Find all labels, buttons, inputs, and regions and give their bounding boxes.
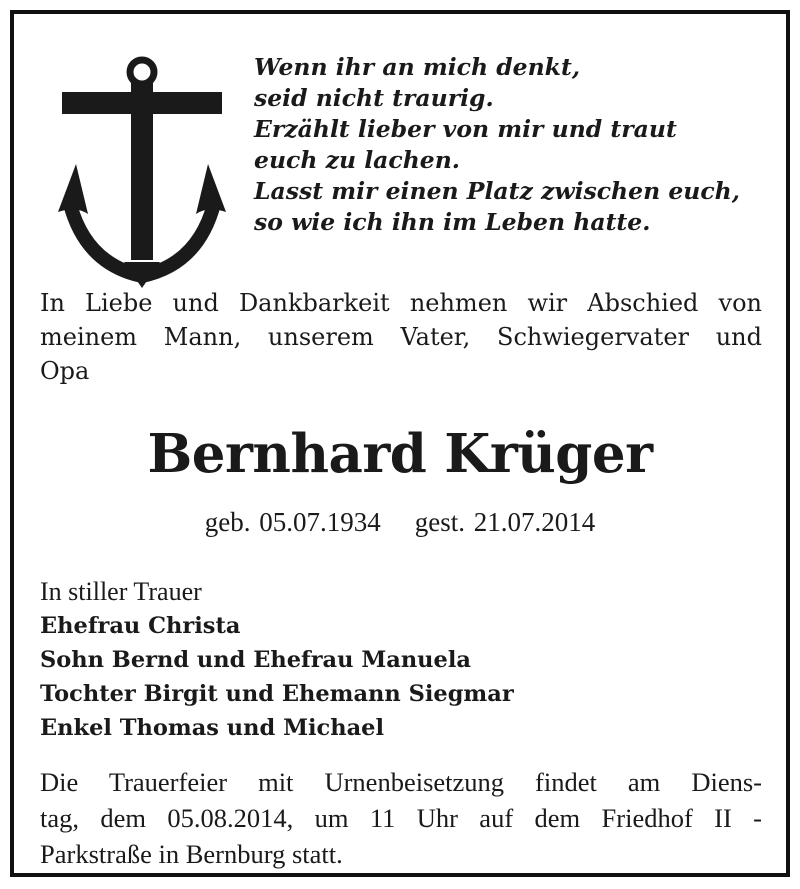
- notice-line: Die Trauerfeier mit Urnenbeisetzung findet am Diens-: [40, 767, 762, 797]
- mourners-list: [40, 575, 770, 745]
- obituary-frame: [10, 10, 790, 877]
- mourner-entry: Ehefrau Christa: [40, 613, 241, 639]
- funeral-notice: [40, 764, 762, 872]
- poem-line: Lasst mir einen Platz zwischen euch,: [254, 177, 740, 205]
- notice-line: Parkstraße in Bernburg statt.: [40, 839, 343, 869]
- anchor-icon: [58, 56, 226, 288]
- poem: [254, 52, 774, 238]
- birth-date: geb. 05.07.1934: [204, 507, 381, 537]
- life-dates: [14, 504, 786, 540]
- poem-line: euch zu lachen.: [254, 146, 460, 174]
- intro-text: [40, 286, 762, 388]
- poem-line: seid nicht traurig.: [254, 84, 494, 112]
- intro-line: meinem Mann, unserem Vater, Schwiegervater und: [40, 323, 762, 351]
- death-date: gest. 21.07.2014: [414, 507, 596, 537]
- mourner-entry: Tochter Birgit und Ehemann Siegmar: [40, 681, 514, 707]
- poem-line: so wie ich ihn im Leben hatte.: [254, 208, 651, 236]
- deceased-name: Bernhard Krüger: [147, 423, 653, 485]
- notice-line: tag, dem 05.08.2014, um 11 Uhr auf dem Friedhof II -: [40, 803, 762, 833]
- poem-line: Wenn ihr an mich denkt,: [254, 53, 581, 81]
- mourners-lead: In stiller Trauer: [40, 577, 202, 606]
- intro-line: In Liebe und Dankbarkeit nehmen wir Abschied von: [40, 289, 762, 317]
- intro-line: Opa: [40, 357, 90, 385]
- mourner-entry: Enkel Thomas und Michael: [40, 715, 385, 741]
- poem-line: Erzählt lieber von mir und traut: [254, 115, 677, 143]
- mourner-entry: Sohn Bernd und Ehefrau Manuela: [40, 647, 471, 673]
